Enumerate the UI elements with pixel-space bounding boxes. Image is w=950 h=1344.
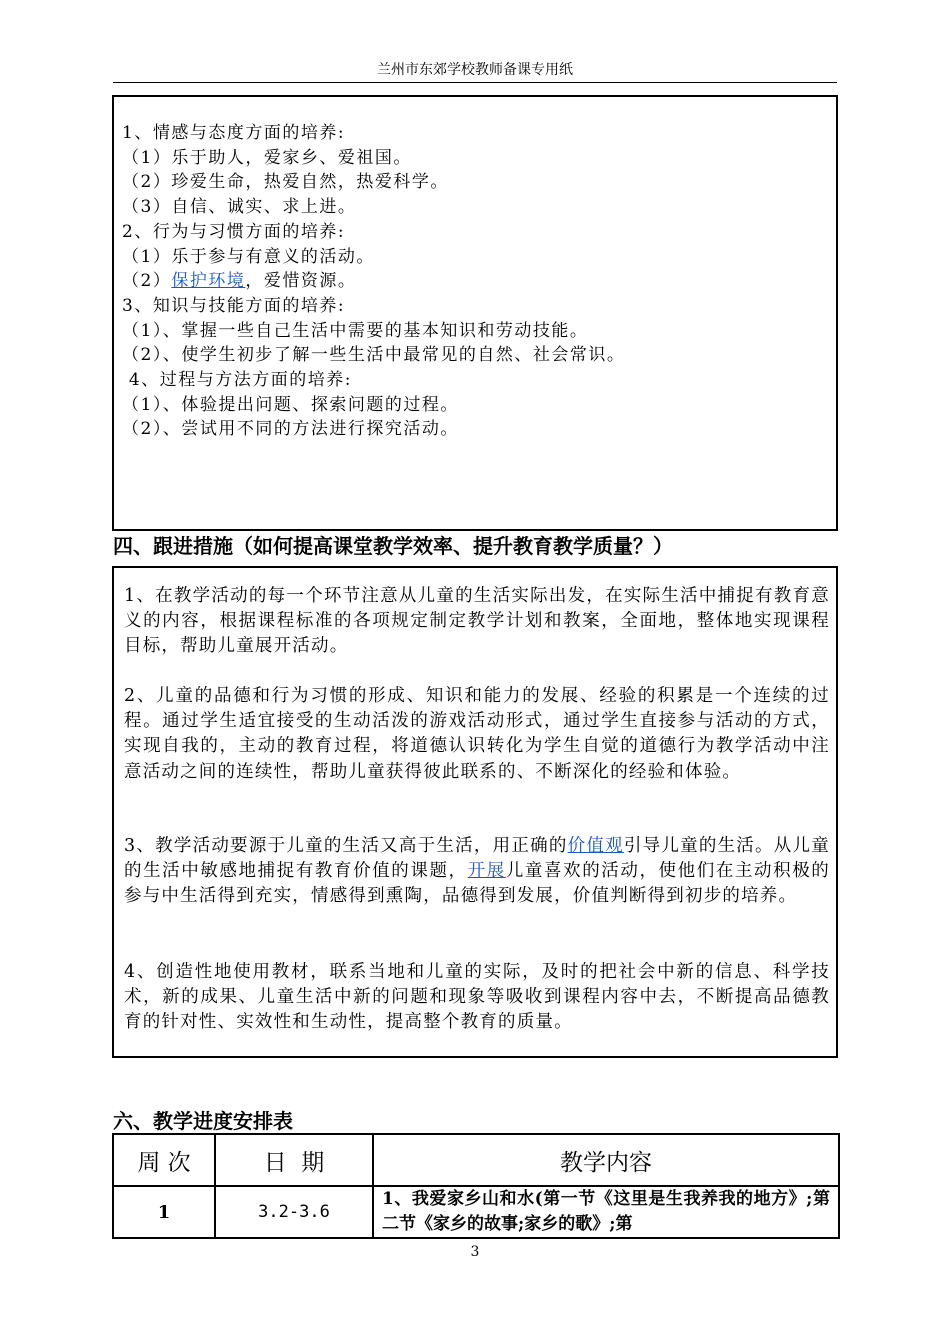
goal-line: （3）自信、诚实、求上进。	[122, 197, 357, 218]
header-divider	[113, 82, 837, 83]
header-week	[113, 1134, 215, 1186]
goal-line: （1）乐于助人，爱家乡、爱祖国。	[122, 147, 412, 168]
section-six-title: 六、教学进度安排表	[113, 1109, 293, 1133]
goals-box	[112, 95, 838, 531]
values-link[interactable]: 价值观	[567, 836, 624, 856]
header-week-label: 周 次	[137, 1149, 191, 1176]
goal-line-suffix: ，爱惜资源。	[245, 271, 357, 292]
row-week: 1	[113, 1186, 215, 1238]
p3-text-a: 3、教学活动要源于儿童的生活又高于生活，用正确的	[124, 836, 568, 856]
measure-paragraph-2: 2、儿童的品德和行为习惯的形成、知识和能力的发展、经验的积累是一个连续的过程。通过学生适宜接受的生动活泼的游戏活动形式，通过学生直接参与活动的方式，实现自我的，主动的教育过程，将道德认识转化为学生自觉的道德行为教学活动中注意活动之间的连续性，帮助儿童获得彼此联系的、不断深化的经验和体验。	[124, 686, 830, 782]
row-date: 3.2-3.6	[215, 1186, 373, 1238]
protect-environment-link[interactable]: 保护环境	[171, 271, 246, 292]
develop-link[interactable]: 开展	[467, 861, 506, 882]
table-header-row	[113, 1134, 839, 1186]
schedule-table	[112, 1133, 840, 1239]
goal-line: （1）、掌握一些自己生活中需要的基本知识和劳动技能。	[122, 320, 589, 341]
goal-line-prefix: （2）	[122, 271, 172, 292]
page-number: 3	[470, 1244, 480, 1260]
goal-line: （2）珍爱生命，热爱自然，热爱科学。	[122, 172, 449, 193]
header-date	[215, 1134, 373, 1186]
goal-line: 3、知识与技能方面的培养:	[122, 295, 346, 316]
p3-text-c: 儿童喜欢的活动，使他们在主动积极的参与中生活得到充实，情感得到熏陶，品德得到发展，价值判断得到初步的培养。	[124, 861, 830, 907]
goal-line: 4、过程与方法方面的培养:	[122, 370, 352, 391]
goal-line: 2、行为与习惯方面的培养:	[122, 221, 346, 242]
measure-paragraph-4: 4、创造性地使用教材，联系当地和儿童的实际，及时的把社会中新的信息、科学技术，新的成果、儿童生活中新的问题和现象等吸收到课程内容中去，不断提高品德教育的针对性、实效性和生动性，提高整个教育的质量。	[124, 962, 830, 1033]
measure-paragraph-3	[124, 834, 830, 910]
header-content-label: 教学内容	[560, 1149, 652, 1176]
row-content: 1、我爱家乡山和水(第一节《这里是生我养我的地方》;第二节《家乡的故事;家乡的歌》;第	[373, 1186, 839, 1238]
header-content	[373, 1134, 839, 1186]
page-header: 兰州市东郊学校教师备课专用纸	[377, 62, 573, 78]
table-row	[113, 1186, 839, 1238]
measures-box	[112, 566, 838, 1058]
goal-line: （1）乐于参与有意义的活动。	[122, 246, 375, 267]
goal-line	[122, 269, 625, 294]
p3-text-b: 引导儿童的生活。从儿童的生活中敏感地捕捉有教育价值的课题，	[124, 836, 831, 882]
goal-line: 1、情感与态度方面的培养:	[122, 123, 346, 143]
section-four-title: 四、跟进措施（如何提高课堂教学效率、提升教育教学质量？）	[113, 534, 673, 558]
measure-paragraph-1: 1、在教学活动的每一个环节注意从儿童的生活实际出发，在实际生活中捕捉有教育意义的内容，根据课程标准的各项规定制定教学计划和教案，全面地，整体地实现课程目标，帮助儿童展开活动。	[124, 586, 830, 657]
goal-line: （2）、使学生初步了解一些生活中最常见的自然、社会常识。	[122, 345, 626, 366]
header-date-label: 日 期	[263, 1149, 325, 1176]
goal-line: （2）、尝试用不同的方法进行探究活动。	[122, 419, 459, 440]
goal-line: （1）、体验提出问题、探索问题的过程。	[122, 394, 459, 415]
goals-list	[122, 121, 625, 442]
